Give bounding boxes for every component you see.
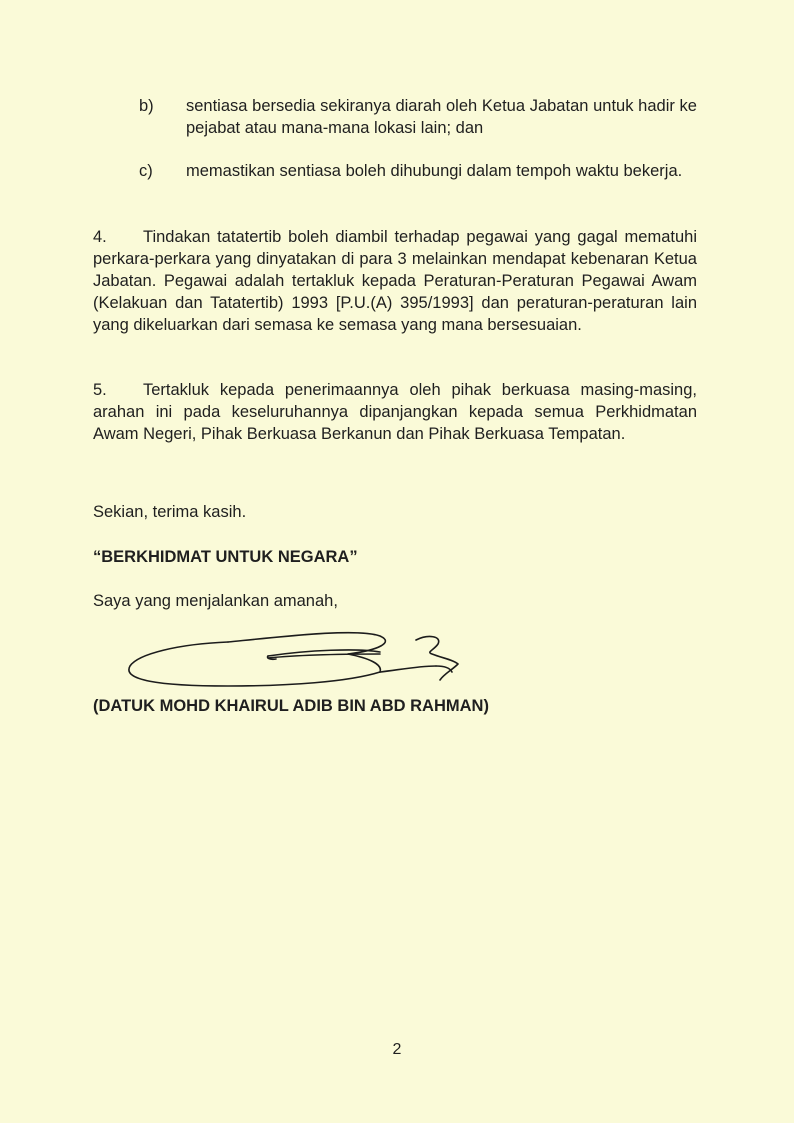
closing-text: Sekian, terima kasih. <box>93 503 247 521</box>
signature-image <box>118 614 470 696</box>
sign-off: Saya yang menjalankan amanah, <box>93 592 338 610</box>
paragraph-number: 4. <box>93 228 107 246</box>
paragraph-text: Tindakan tatatertib boleh diambil terhadap pegawai yang gagal mematuhi perkara-perkara yang dinyatakan di para 3 melainkan mendapat kebenaran Ketua Jabatan. Pegawai adalah tertakluk kepada Peraturan-Peraturan Pegawai Awam (Kelakuan dan Tatatertib) 1993 [P.U.(A) 395/1993] dan peraturan-peraturan lain yang dikeluarkan dari semasa ke semasa yang mana bersesuaian. <box>93 228 697 334</box>
list-marker: c) <box>139 162 153 180</box>
list-text: memastikan sentiasa boleh dihubungi dalam tempoh waktu bekerja. <box>186 162 683 180</box>
list-marker: b) <box>139 97 154 115</box>
paragraph-5 <box>93 379 697 445</box>
motto: “BERKHIDMAT UNTUK NEGARA” <box>93 548 358 566</box>
paragraph-number: 5. <box>93 381 107 399</box>
list-text: sentiasa bersedia sekiranya diarah oleh Ketua Jabatan untuk hadir ke pejabat atau mana-mana lokasi lain; dan <box>186 97 697 137</box>
signatory-name: (DATUK MOHD KHAIRUL ADIB BIN ABD RAHMAN) <box>93 697 489 715</box>
page-number: 2 <box>392 1041 402 1058</box>
paragraph-4 <box>93 226 697 336</box>
paragraph-text: Tertakluk kepada penerimaannya oleh pihak berkuasa masing-masing, arahan ini pada keseluruhannya dipanjangkan kepada semua Perkhidmatan Awam Negeri, Pihak Berkuasa Berkanun dan Pihak Berkuasa Tempatan. <box>93 381 697 443</box>
